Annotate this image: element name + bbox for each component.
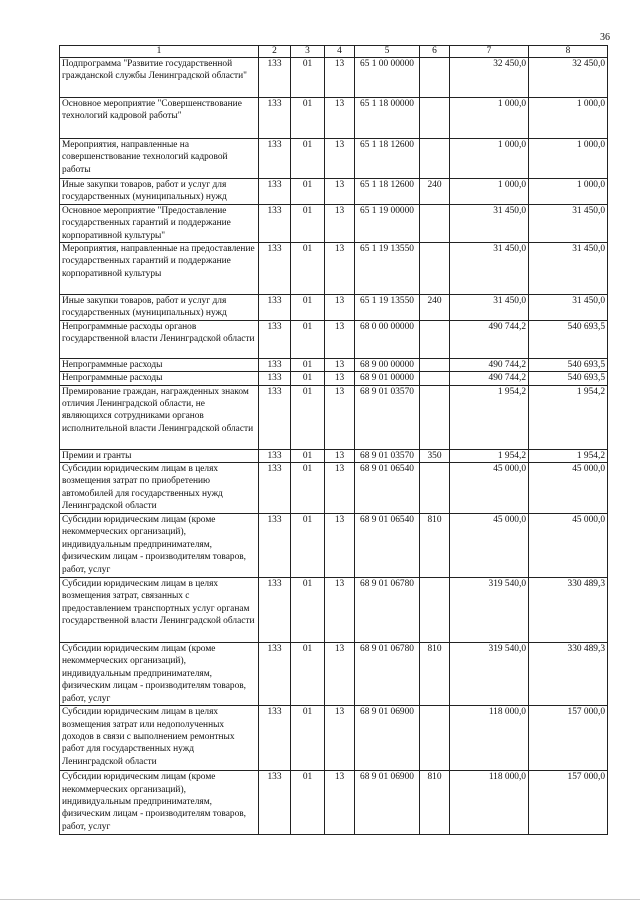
amount-year-1: 319 540,0 [450, 578, 529, 643]
section-code: 01 [291, 358, 325, 371]
amount-year-1: 490 744,2 [450, 320, 529, 358]
amount-year-1: 1 000,0 [450, 139, 529, 179]
amount-year-2: 1 954,2 [529, 385, 608, 449]
amount-year-2: 45 000,0 [529, 514, 608, 578]
row-name: Субсидии юридическим лицам (кроме некоммерческих организаций), индивидуальным предпринимателям, физическим лицам - производителям товаров, работ, услуг [60, 514, 259, 578]
table-row [60, 514, 608, 578]
ministry-code: 133 [259, 358, 291, 371]
row-name: Субсидии юридическим лицам в целях возмещения затрат, связанных с предоставлением транспортных услуг органам государственной власти Ленинградской области [60, 578, 259, 643]
subsection-code: 13 [325, 179, 355, 205]
section-code: 01 [291, 463, 325, 514]
ministry-code: 133 [259, 449, 291, 462]
ministry-code: 133 [259, 514, 291, 578]
table-header-row [60, 46, 608, 58]
ministry-code: 133 [259, 179, 291, 205]
table-row [60, 771, 608, 835]
amount-year-1: 32 450,0 [450, 58, 529, 98]
subsection-code: 13 [325, 295, 355, 321]
target-article: 65 1 19 00000 [355, 204, 420, 242]
column-header: 2 [259, 46, 291, 58]
expense-type [420, 358, 450, 371]
amount-year-2: 1 000,0 [529, 139, 608, 179]
ministry-code: 133 [259, 58, 291, 98]
column-header: 8 [529, 46, 608, 58]
expense-type [420, 385, 450, 449]
target-article: 68 9 01 06780 [355, 578, 420, 643]
subsection-code: 13 [325, 449, 355, 462]
amount-year-2: 1 000,0 [529, 179, 608, 205]
amount-year-1: 118 000,0 [450, 771, 529, 835]
section-code: 01 [291, 706, 325, 771]
ministry-code: 133 [259, 320, 291, 358]
amount-year-2: 1 000,0 [529, 98, 608, 139]
subsection-code: 13 [325, 706, 355, 771]
expense-type: 240 [420, 295, 450, 321]
target-article: 68 9 01 06540 [355, 514, 420, 578]
amount-year-1: 31 450,0 [450, 295, 529, 321]
subsection-code: 13 [325, 463, 355, 514]
section-code: 01 [291, 771, 325, 835]
section-code: 01 [291, 139, 325, 179]
target-article: 65 1 19 13550 [355, 295, 420, 321]
expense-type: 810 [420, 514, 450, 578]
ministry-code: 133 [259, 578, 291, 643]
amount-year-1: 1 954,2 [450, 449, 529, 462]
subsection-code: 13 [325, 771, 355, 835]
subsection-code: 13 [325, 139, 355, 179]
ministry-code: 133 [259, 706, 291, 771]
ministry-code: 133 [259, 139, 291, 179]
subsection-code: 13 [325, 204, 355, 242]
target-article: 68 9 01 03570 [355, 449, 420, 462]
subsection-code: 13 [325, 385, 355, 449]
ministry-code: 133 [259, 643, 291, 706]
amount-year-1: 490 744,2 [450, 372, 529, 385]
subsection-code: 13 [325, 358, 355, 371]
subsection-code: 13 [325, 643, 355, 706]
amount-year-2: 157 000,0 [529, 771, 608, 835]
expense-type [420, 578, 450, 643]
ministry-code: 133 [259, 243, 291, 295]
subsection-code: 13 [325, 98, 355, 139]
table-row [60, 643, 608, 706]
table-row [60, 139, 608, 179]
target-article: 68 9 01 06540 [355, 463, 420, 514]
table-row [60, 204, 608, 242]
expense-type [420, 243, 450, 295]
row-name: Непрограммные расходы [60, 358, 259, 371]
ministry-code: 133 [259, 385, 291, 449]
column-header: 3 [291, 46, 325, 58]
table-row [60, 578, 608, 643]
table-row [60, 58, 608, 98]
row-name: Иные закупки товаров, работ и услуг для государственных (муниципальных) нужд [60, 179, 259, 205]
amount-year-2: 31 450,0 [529, 295, 608, 321]
section-code: 01 [291, 385, 325, 449]
expense-type: 350 [420, 449, 450, 462]
target-article: 65 1 18 00000 [355, 98, 420, 139]
table-body [60, 58, 608, 835]
section-code: 01 [291, 58, 325, 98]
column-header: 6 [420, 46, 450, 58]
amount-year-1: 31 450,0 [450, 204, 529, 242]
ministry-code: 133 [259, 98, 291, 139]
amount-year-2: 45 000,0 [529, 463, 608, 514]
target-article: 68 9 01 06780 [355, 643, 420, 706]
expense-type [420, 98, 450, 139]
amount-year-2: 540 693,5 [529, 372, 608, 385]
subsection-code: 13 [325, 320, 355, 358]
expense-type [420, 706, 450, 771]
amount-year-1: 45 000,0 [450, 514, 529, 578]
subsection-code: 13 [325, 514, 355, 578]
amount-year-1: 45 000,0 [450, 463, 529, 514]
row-name: Премирование граждан, награжденных знаком отличия Ленинградской области, не являющихся сотрудниками органов исполнительной власти Ленинградской области [60, 385, 259, 449]
expense-type [420, 139, 450, 179]
ministry-code: 133 [259, 204, 291, 242]
row-name: Субсидии юридическим лицам (кроме некоммерческих организаций), индивидуальным предпринимателям, физическим лицам - производителям товаров, работ, услуг [60, 771, 259, 835]
table-row [60, 358, 608, 371]
column-header: 1 [60, 46, 259, 58]
target-article: 68 9 00 00000 [355, 358, 420, 371]
ministry-code: 133 [259, 372, 291, 385]
row-name: Премии и гранты [60, 449, 259, 462]
column-header: 7 [450, 46, 529, 58]
row-name: Непрограммные расходы [60, 372, 259, 385]
column-header: 5 [355, 46, 420, 58]
amount-year-1: 1 000,0 [450, 98, 529, 139]
row-name: Субсидии юридическим лицам в целях возмещения затрат по приобретению автомобилей для государственных нужд Ленинградской области [60, 463, 259, 514]
section-code: 01 [291, 320, 325, 358]
target-article: 65 1 19 13550 [355, 243, 420, 295]
amount-year-2: 330 489,3 [529, 643, 608, 706]
amount-year-1: 1 000,0 [450, 179, 529, 205]
row-name: Субсидии юридическим лицам (кроме некоммерческих организаций), индивидуальным предпринимателям, физическим лицам - производителям товаров, работ, услуг [60, 643, 259, 706]
section-code: 01 [291, 643, 325, 706]
budget-table [59, 45, 608, 835]
amount-year-1: 31 450,0 [450, 243, 529, 295]
ministry-code: 133 [259, 295, 291, 321]
row-name: Иные закупки товаров, работ и услуг для государственных (муниципальных) нужд [60, 295, 259, 321]
table-row [60, 449, 608, 462]
amount-year-2: 157 000,0 [529, 706, 608, 771]
expense-type [420, 204, 450, 242]
section-code: 01 [291, 98, 325, 139]
row-name: Непрограммные расходы органов государственной власти Ленинградской области [60, 320, 259, 358]
amount-year-2: 32 450,0 [529, 58, 608, 98]
row-name: Подпрограмма "Развитие государственной гражданской службы Ленинградской области" [60, 58, 259, 98]
table-row [60, 385, 608, 449]
section-code: 01 [291, 204, 325, 242]
table-row [60, 372, 608, 385]
subsection-code: 13 [325, 372, 355, 385]
table-row [60, 98, 608, 139]
amount-year-1: 490 744,2 [450, 358, 529, 371]
expense-type [420, 320, 450, 358]
ministry-code: 133 [259, 463, 291, 514]
section-code: 01 [291, 449, 325, 462]
scan-edge [0, 899, 640, 900]
target-article: 65 1 18 12600 [355, 179, 420, 205]
page-number: 36 [600, 32, 610, 43]
subsection-code: 13 [325, 578, 355, 643]
target-article: 68 9 01 06900 [355, 706, 420, 771]
section-code: 01 [291, 243, 325, 295]
table-row [60, 320, 608, 358]
subsection-code: 13 [325, 243, 355, 295]
expense-type: 240 [420, 179, 450, 205]
amount-year-2: 540 693,5 [529, 320, 608, 358]
column-header: 4 [325, 46, 355, 58]
target-article: 65 1 18 12600 [355, 139, 420, 179]
amount-year-2: 330 489,3 [529, 578, 608, 643]
row-name: Основное мероприятие "Совершенствование технологий кадровой работы" [60, 98, 259, 139]
subsection-code: 13 [325, 58, 355, 98]
target-article: 68 0 00 00000 [355, 320, 420, 358]
table-row [60, 243, 608, 295]
amount-year-1: 1 954,2 [450, 385, 529, 449]
amount-year-1: 319 540,0 [450, 643, 529, 706]
table-row [60, 463, 608, 514]
row-name: Основное мероприятие "Предоставление государственных гарантий и поддержание корпоративной культуры" [60, 204, 259, 242]
section-code: 01 [291, 179, 325, 205]
section-code: 01 [291, 578, 325, 643]
target-article: 65 1 00 00000 [355, 58, 420, 98]
row-name: Мероприятия, направленные на предоставление государственных гарантий и поддержание корпоративной культуры [60, 243, 259, 295]
row-name: Субсидии юридическим лицам в целях возмещения затрат или недополученных доходов в связи с выполнением ремонтных работ для государственных нужд Ленинградской области [60, 706, 259, 771]
section-code: 01 [291, 514, 325, 578]
table-row [60, 706, 608, 771]
expense-type: 810 [420, 771, 450, 835]
target-article: 68 9 01 00000 [355, 372, 420, 385]
amount-year-2: 1 954,2 [529, 449, 608, 462]
section-code: 01 [291, 295, 325, 321]
amount-year-2: 540 693,5 [529, 358, 608, 371]
ministry-code: 133 [259, 771, 291, 835]
table-row [60, 295, 608, 321]
target-article: 68 9 01 03570 [355, 385, 420, 449]
expense-type [420, 58, 450, 98]
section-code: 01 [291, 372, 325, 385]
amount-year-1: 118 000,0 [450, 706, 529, 771]
expense-type: 810 [420, 643, 450, 706]
amount-year-2: 31 450,0 [529, 204, 608, 242]
row-name: Мероприятия, направленные на совершенствование технологий кадровой работы [60, 139, 259, 179]
target-article: 68 9 01 06900 [355, 771, 420, 835]
expense-type [420, 463, 450, 514]
table-row [60, 179, 608, 205]
amount-year-2: 31 450,0 [529, 243, 608, 295]
expense-type [420, 372, 450, 385]
